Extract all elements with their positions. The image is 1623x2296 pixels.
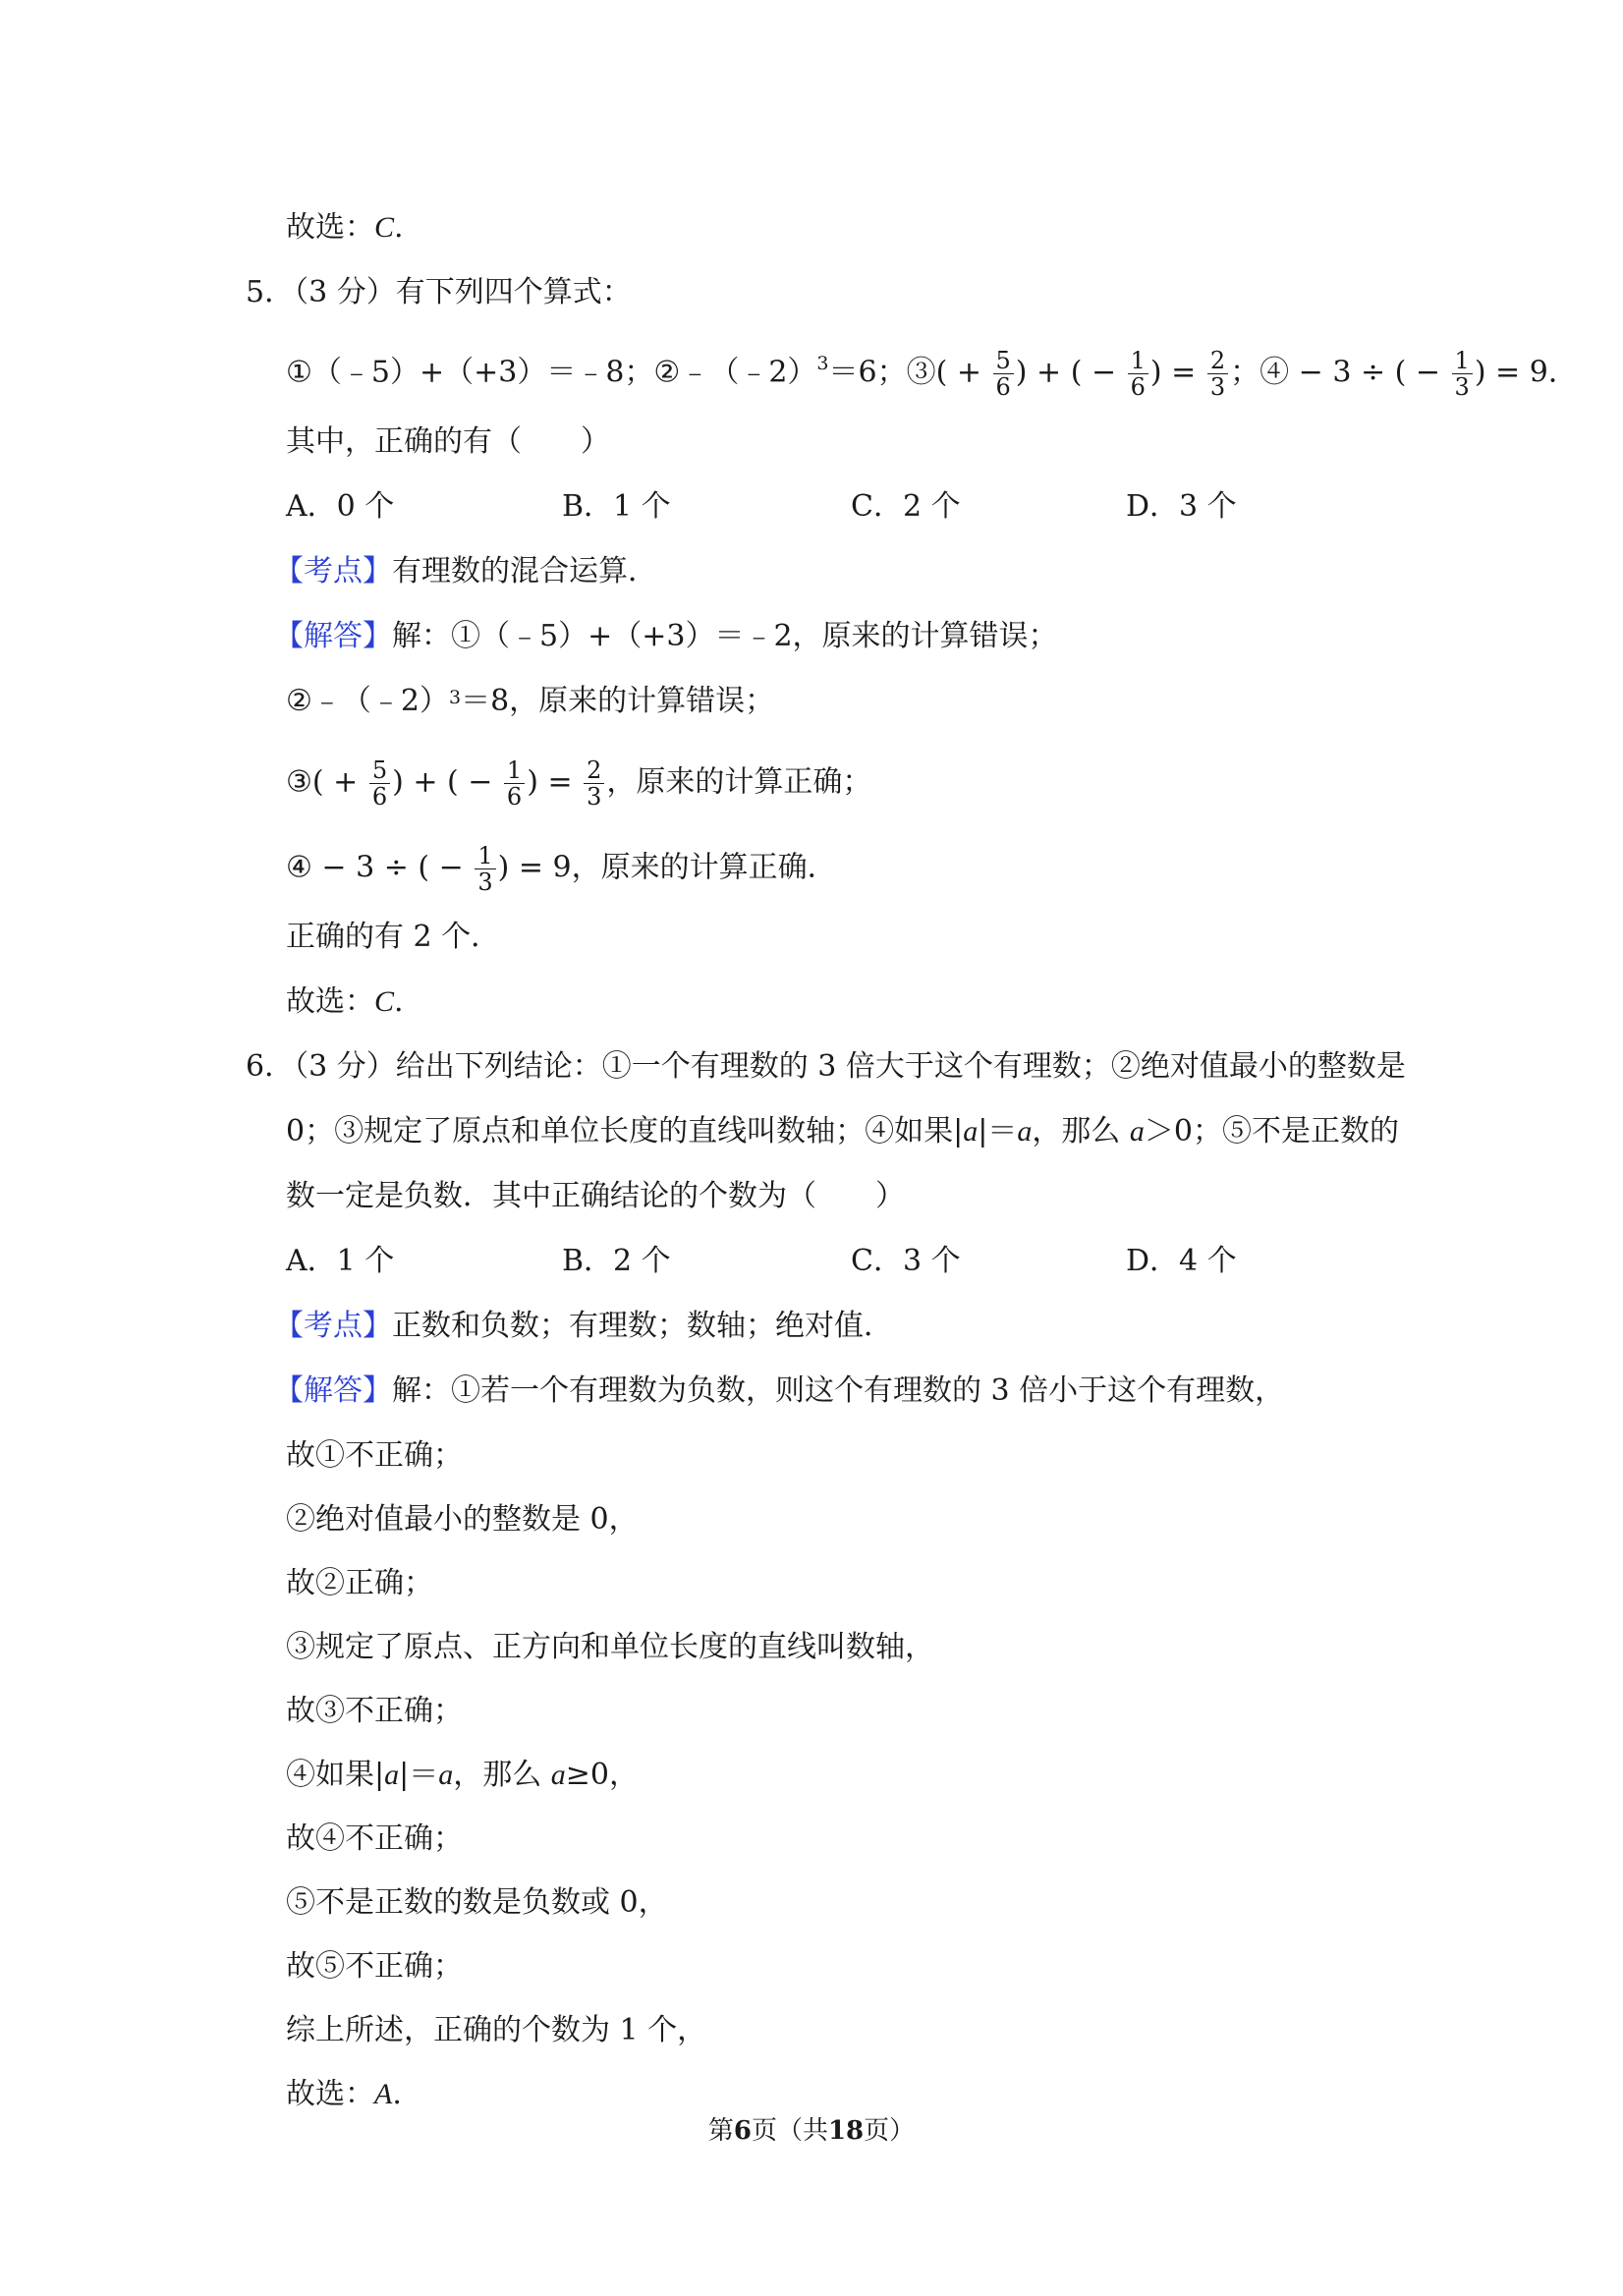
q6-solution-4: 故②正确；	[286, 1566, 433, 1600]
q6-solution-5: ③规定了原点、正方向和单位长度的直线叫数轴，	[286, 1630, 934, 1664]
q6-solution-2: 故①不正确；	[286, 1438, 463, 1473]
jieda-tag: 【解答】	[274, 619, 392, 653]
q6-solution-10: 故⑤不正确；	[286, 1949, 463, 1984]
q6-solution-3: ②绝对值最小的整数是 0，	[286, 1502, 639, 1537]
option-d: D．4 个	[1126, 1244, 1237, 1278]
option-b: B．1 个	[562, 489, 671, 524]
q6-solution-7: ④如果|a|＝a，那么 a≥0，	[286, 1758, 639, 1792]
fraction: $\frac{2}{3}$	[584, 757, 604, 810]
question-number: 6．	[246, 1049, 295, 1084]
fraction: $\frac{5}{6}$	[369, 757, 390, 810]
answer-line: 故选：C.	[286, 210, 404, 245]
q5-solution-4: ④ − 3 ÷ ( − $\frac{1}{3}$ ) = 9，原来的计算正确．	[286, 842, 837, 896]
question-6-stem-2: 0；③规定了原点和单位长度的直线叫数轴；④如果|a|＝a，那么 a＞0；⑤不是正数的	[286, 1114, 1399, 1148]
fraction: $\frac{5}{6}$	[993, 348, 1014, 400]
q6-solution-9: ⑤不是正数的数是负数或 0，	[286, 1885, 668, 1920]
q6-solution-8: 故④不正确；	[286, 1821, 463, 1856]
option-a: A．1 个	[286, 1244, 395, 1278]
page-footer: 第6页（共18页）	[707, 2116, 916, 2146]
q6-answer: 故选：A.	[286, 2077, 402, 2111]
q5-solution-3: ③( + $\frac{5}{6}$ ) + ( − $\frac{1}{6}$ ) = $\frac{2}{3}$ ，原来的计算正确；	[286, 756, 872, 811]
fraction: $\frac{1}{6}$	[504, 757, 525, 810]
q5-kaodian: 【考点】有理数的混合运算．	[274, 554, 657, 588]
fraction: $\frac{1}{3}$	[475, 843, 495, 895]
question-5-ask: 其中，正确的有（ ）	[286, 424, 610, 459]
question-6-stem-3: 数一定是负数．其中正确结论的个数为（ ）	[286, 1179, 905, 1213]
kaodian-tag: 【考点】	[274, 1309, 392, 1343]
fraction: $\frac{2}{3}$	[1207, 348, 1228, 400]
fraction: $\frac{1}{6}$	[1128, 348, 1148, 400]
page-total: 18	[827, 2116, 865, 2146]
jieda-tag: 【解答】	[274, 1373, 392, 1408]
fraction: $\frac{1}{3}$	[1452, 348, 1473, 400]
option-c: C．2 个	[851, 489, 961, 524]
option-c: C．3 个	[851, 1244, 961, 1278]
question-5-stem: 5．（3 分）有下列四个算式：	[246, 275, 632, 309]
question-6-stem-1: 6．（3 分）给出下列结论：①一个有理数的 3 倍大于这个有理数；②绝对值最小的整数是	[246, 1049, 1406, 1084]
option-d: D．3 个	[1126, 489, 1237, 524]
q6-solution-11: 综上所述，正确的个数为 1 个，	[286, 2013, 707, 2047]
page-number: 6	[733, 2116, 752, 2146]
kaodian-tag: 【考点】	[274, 554, 392, 588]
q6-solution-6: 故③不正确；	[286, 1694, 463, 1728]
question-5-formulas: ①（﹣5）+（+3）＝﹣8；②﹣（﹣2）$^3$＝6；③( + $\frac{5}{6}$ ) + ( − $\frac{1}{6}$ ) = $\frac{2}{3}$ ；④ − 3 ÷ ( − $\frac{1}{3}$ ) = 9．	[286, 347, 1578, 401]
question-number: 5．	[246, 275, 295, 309]
q6-solution-1: 【解答】解：①若一个有理数为负数，则这个有理数的 3 倍小于这个有理数，	[274, 1373, 1285, 1408]
option-b: B．2 个	[562, 1244, 671, 1278]
q5-answer: 故选：C.	[286, 984, 404, 1019]
q5-solution-1: 【解答】解：①（﹣5）+（+3）＝﹣2，原来的计算错误；	[274, 619, 1058, 653]
q5-solution-5: 正确的有 2 个．	[286, 920, 501, 954]
option-a: A．0 个	[286, 489, 395, 524]
q6-kaodian: 【考点】正数和负数；有理数；数轴；绝对值．	[274, 1309, 893, 1343]
q5-solution-2: ②﹣（﹣2）$^3$＝8，原来的计算错误；	[286, 684, 775, 718]
